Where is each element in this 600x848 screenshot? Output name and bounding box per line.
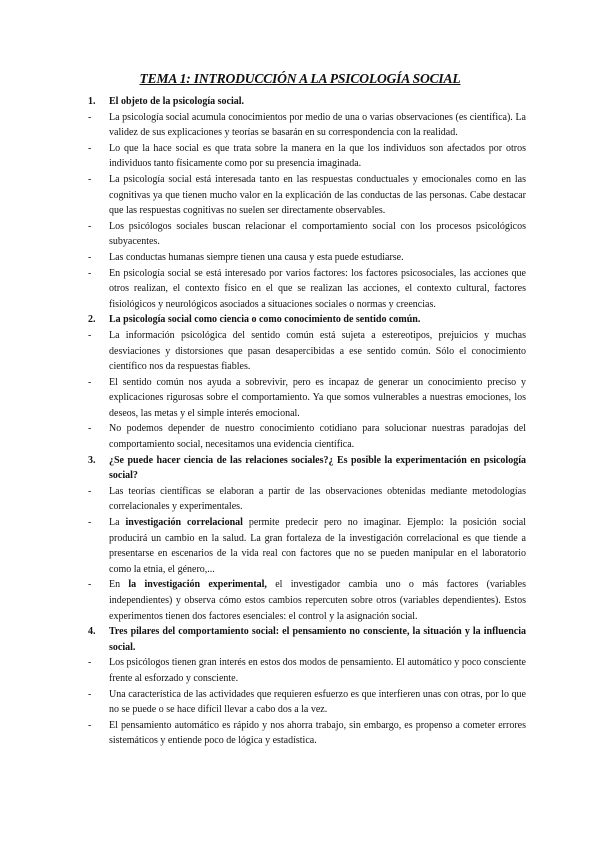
list-item: - La psicología social acumula conocimientos por medio de una o varias observaciones (es científica). La validez de sus explicaciones y teorías se basarán en su correspondencia con la realidad. xyxy=(88,111,526,139)
section-number: 4. xyxy=(88,626,96,638)
list-item: - En psicología social se está interesado por varios factores: los factores psicosociales, las acciones que otros realizan, el contexto físico en el que se realizan las acciones, el contexto cultural, factores fisiológicos y neurológicos asociados a situaciones sociales o normas y creencias. xyxy=(88,267,526,310)
list-item: - Una característica de las actividades que requieren esfuerzo es que interfieren unas con otras, por lo que no se puede o se hace difícil llevar a cabo dos a la vez. xyxy=(88,688,526,716)
list-item: - Las teorías científicas se elaboran a partir de las observaciones obtenidas mediante metodologías correlacionales y experimentales. xyxy=(88,485,526,513)
section-number: 3. xyxy=(88,454,96,466)
list-item: - Los psicólogos sociales buscan relacionar el comportamiento social con los procesos psicológicos subyacentes. xyxy=(88,220,526,248)
list-item: - La psicología social está interesada tanto en las respuestas conductuales y emocionales como en las cognitivas ya que tienen mucho valor en la explicación de las conductas de las personas. Cabe destacar que las respuestas cognitivas no suelen ser directamente observables. xyxy=(88,173,526,217)
section-heading: 4. Tres pilares del comportamiento social: el pensamiento no consciente, la situación y la influencia social. xyxy=(88,626,526,653)
list-item: - Los psicólogos tienen gran interés en estos dos modos de pensamiento. El automático y poco consciente frente al esforzado y consciente. xyxy=(88,657,526,684)
list-item: - La información psicológica del sentido común está sujeta a estereotipos, prejuicios y muchas desviaciones y distorsiones que pasan desapercibidas a ese sentido común. Sólo el conocimiento científico nos da respuestas fiables. xyxy=(88,329,526,373)
bold-term: la investigación experimental, xyxy=(128,579,267,591)
section-number: 1. xyxy=(88,96,96,107)
section-heading: 2. La psicología social como ciencia o como conocimiento de sentido común. xyxy=(88,312,526,328)
list-item: - El sentido común nos ayuda a sobrevivir, pero es incapaz de generar un conocimiento preciso y explicaciones rigurosas sobre el comportamiento. Ya que somos vulnerables a nuestras emociones, los deseos, las metas y el simple interés emocional. xyxy=(88,376,526,419)
section-heading: 3. ¿Se puede hacer ciencia de las relaciones sociales?¿ Es posible la experimentación en psicología social? xyxy=(88,454,526,482)
list-item: - No podemos depender de nuestro conocimiento cotidiano para solucionar nuestras paradojas del comportamiento social, necesitamos una evidencia científica. xyxy=(88,423,526,451)
bold-term: investigación correlacional xyxy=(125,517,243,529)
document-body xyxy=(88,94,526,749)
section-number: 2. xyxy=(88,314,96,326)
list-item: - Lo que la hace social es que trata sobre la manera en la que los individuos son afectados por otros individuos tanto físicamente como por su presencia imaginada. xyxy=(88,142,526,170)
page-title: TEMA 1: INTRODUCCIÓN A LA PSICOLOGÍA SOCIAL xyxy=(139,71,461,86)
section-heading: 1. El objeto de la psicología social. xyxy=(88,94,526,110)
list-item: - El pensamiento automático es rápido y nos ahorra trabajo, sin embargo, es propenso a cometer errores sistemáticos y entiende poco de lógica y estadística. xyxy=(88,719,526,747)
list-item: - En la investigación experimental, el investigador cambia uno o más factores (variables independientes) y observa cómo estos cambios repercuten sobre otros (variables dependientes). Estos experimentos tienen dos factores esenciales: el control y la asignación social. xyxy=(88,579,527,622)
list-item: - Las conductas humanas siempre tienen una causa y esta puede estudiarse. xyxy=(88,251,404,263)
list-item: - La investigación correlacional permite predecir pero no imaginar. Ejemplo: la posición social producirá un cambio en la salud. La gran fortaleza de la investigación correlacional es que tiende a presentarse en escenarios de la vida real con factores que no se pueden manipular en el laboratorio como la etnia, el género,... xyxy=(88,517,527,575)
